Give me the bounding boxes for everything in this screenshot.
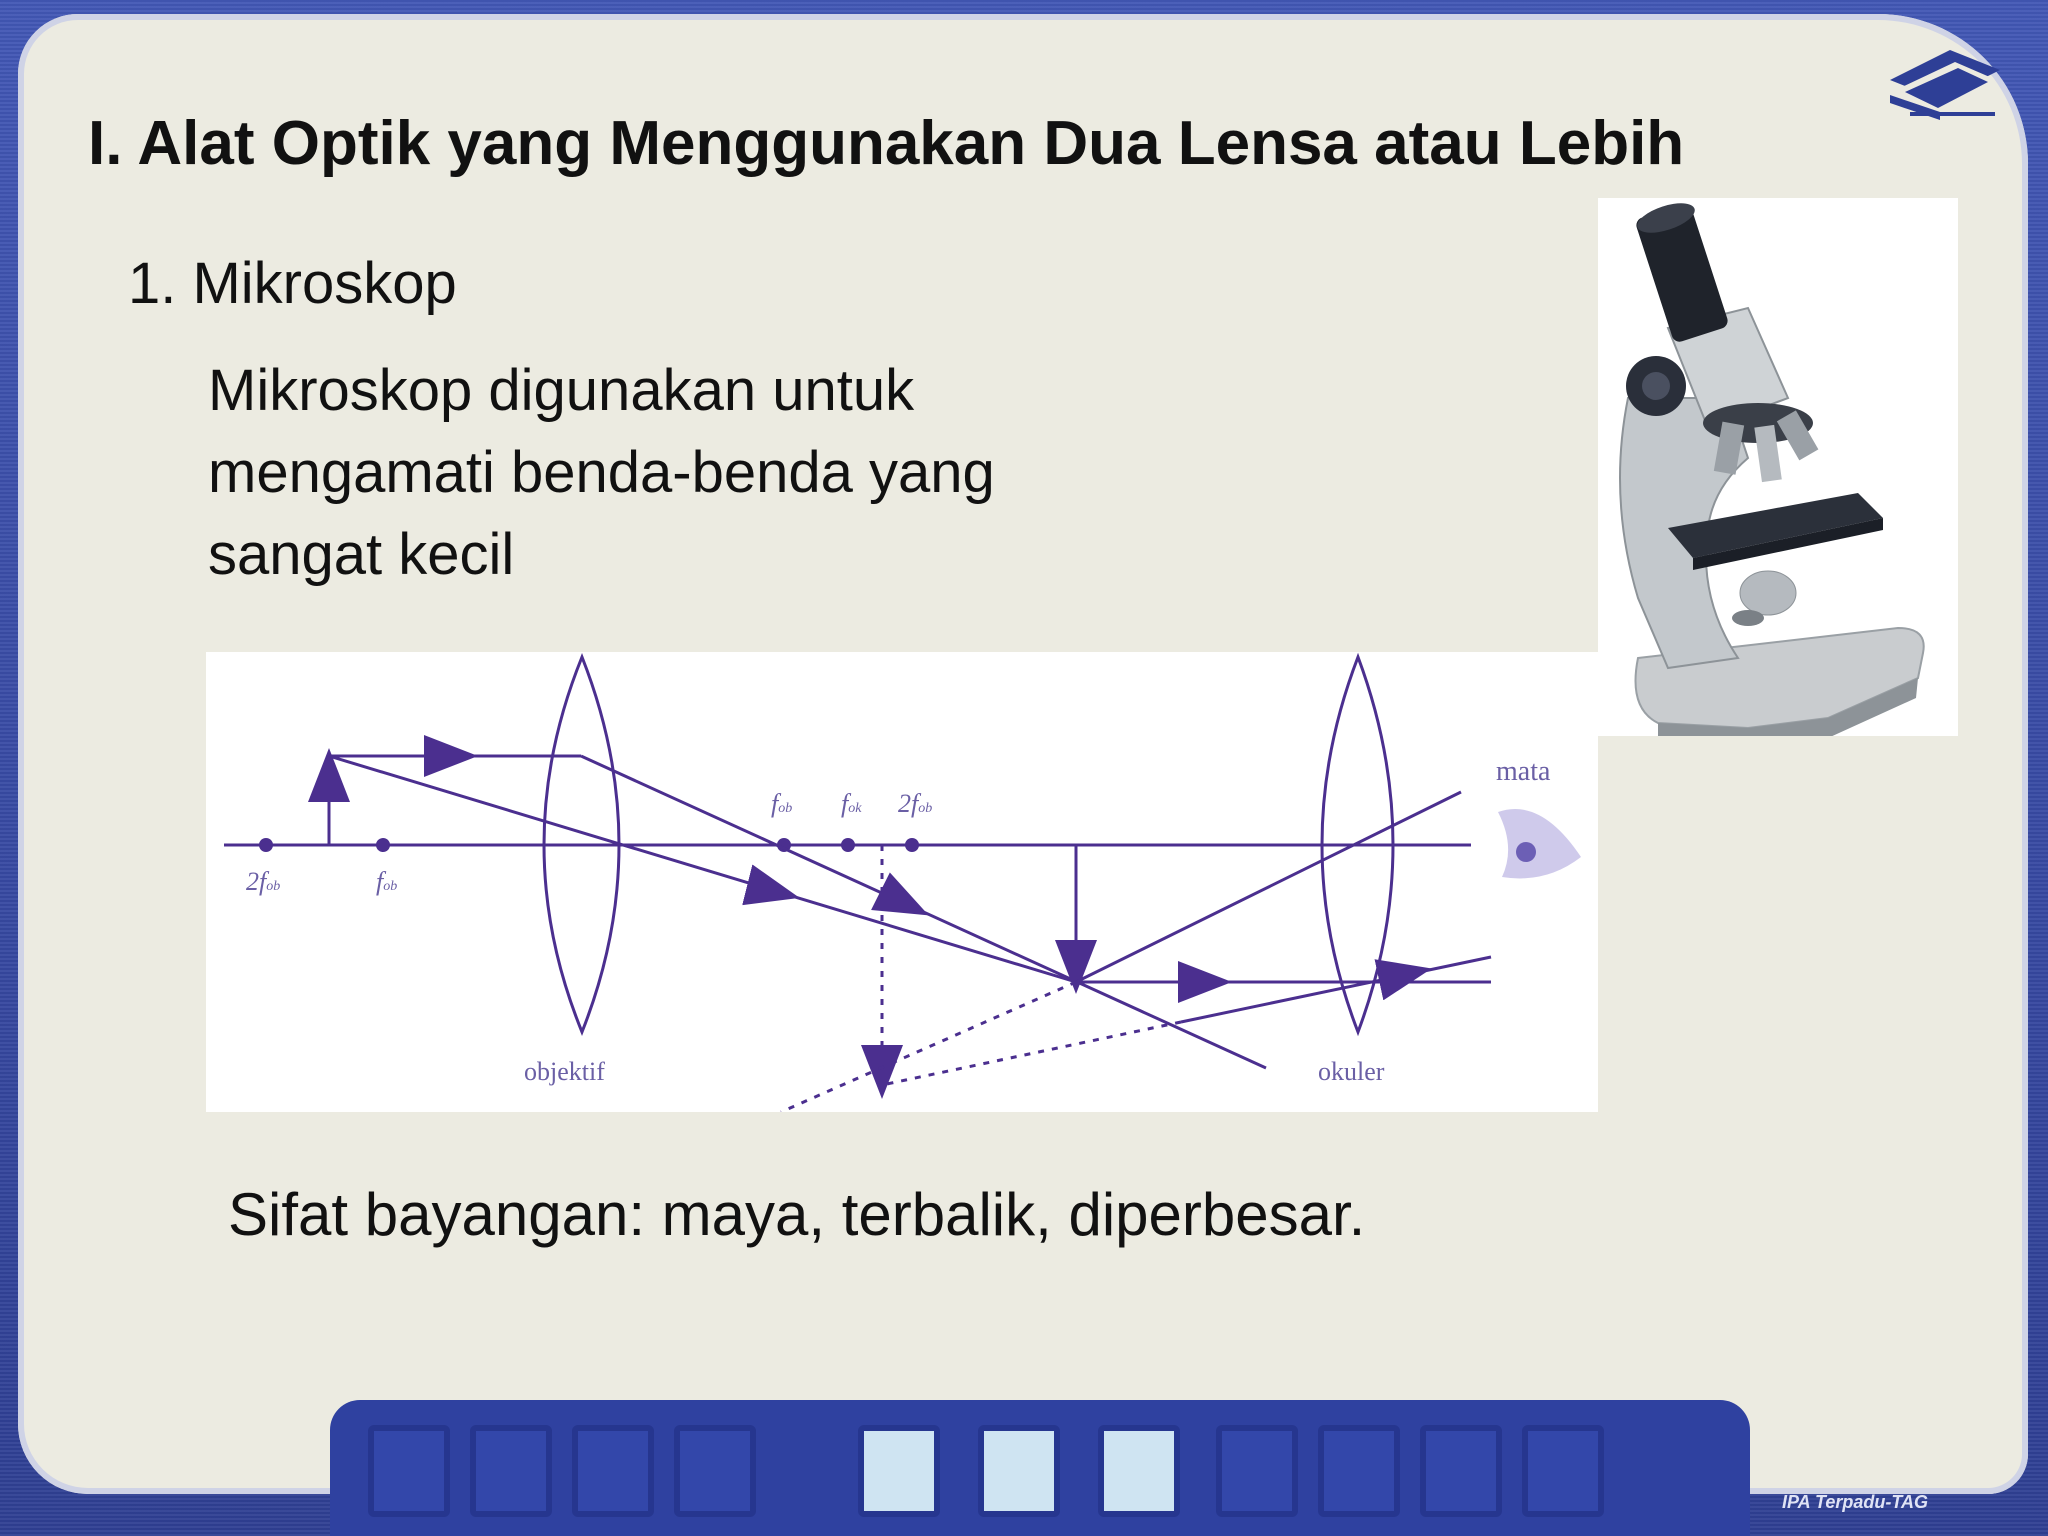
nav-button-1[interactable] xyxy=(858,1425,940,1517)
nav-tile xyxy=(1216,1425,1298,1517)
svg-text:2fob: 2fob xyxy=(246,867,281,896)
description-line: sangat kecil xyxy=(208,522,515,587)
nav-tile xyxy=(470,1425,552,1517)
section-heading: 1. Mikroskop xyxy=(128,251,457,316)
eyepiece-label: okuler xyxy=(1318,1057,1385,1086)
image-properties: Sifat bayangan: maya, terbalik, diperbesar. xyxy=(228,1181,1366,1248)
objective-label: objektif xyxy=(524,1057,605,1086)
ray-diagram xyxy=(206,652,1598,1112)
description xyxy=(208,350,995,596)
svg-text:fob: fob xyxy=(771,789,793,818)
publisher-logo-icon xyxy=(1880,40,2010,130)
description-line: mengamati benda-benda yang xyxy=(208,440,995,505)
nav-tile xyxy=(1318,1425,1400,1517)
microscope-photo xyxy=(1598,198,1958,736)
svg-text:2fob: 2fob xyxy=(898,789,933,818)
nav-tile xyxy=(1420,1425,1502,1517)
nav-button-2[interactable] xyxy=(978,1425,1060,1517)
svg-text:fok: fok xyxy=(841,789,862,818)
eye-label: mata xyxy=(1496,756,1551,787)
description-line: Mikroskop digunakan untuk xyxy=(208,358,915,423)
nav-tile xyxy=(674,1425,756,1517)
slide-title: I. Alat Optik yang Menggunakan Dua Lensa atau Lebih xyxy=(88,109,1685,178)
footer-text: IPA Terpadu-TAG xyxy=(1782,1492,1928,1512)
svg-text:fob: fob xyxy=(376,867,398,896)
nav-tile xyxy=(1522,1425,1604,1517)
nav-button-3[interactable] xyxy=(1098,1425,1180,1517)
nav-tile xyxy=(368,1425,450,1517)
nav-tile xyxy=(572,1425,654,1517)
